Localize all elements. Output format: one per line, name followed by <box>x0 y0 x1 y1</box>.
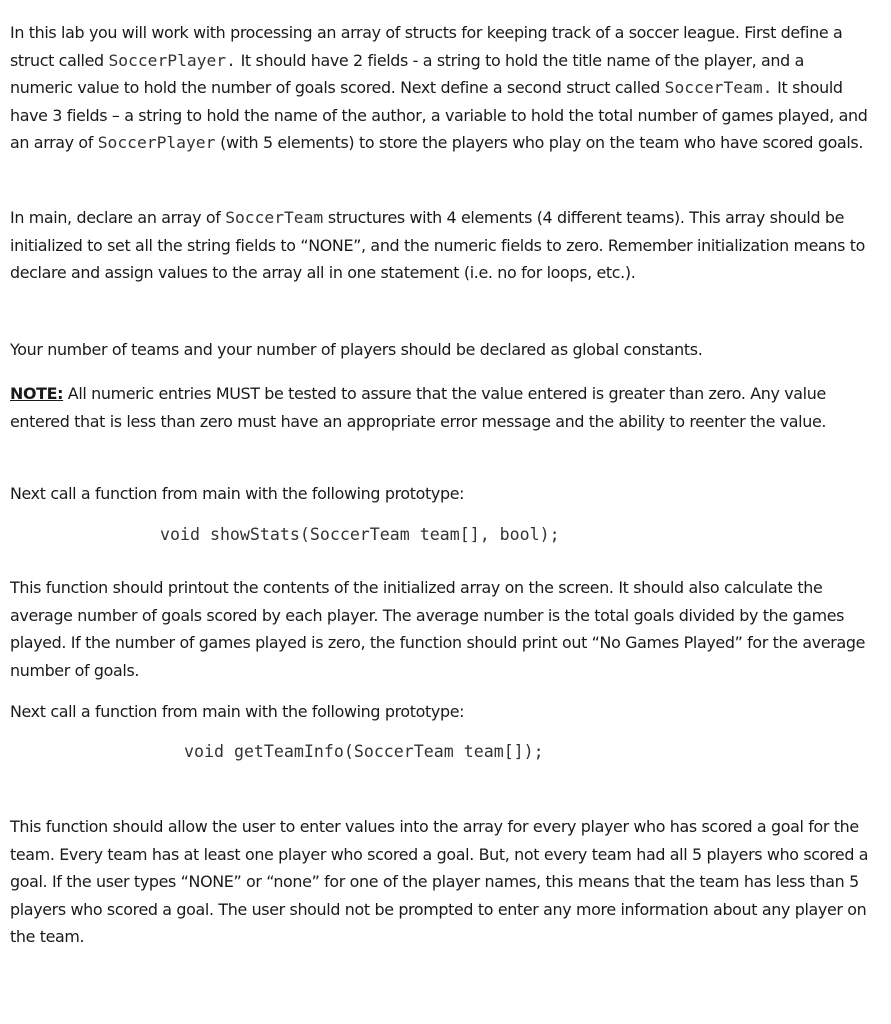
intro-text-3: It should have 3 fields – a string to hold the name of the author, a variable to hold the total number of games played, and an array of <box>10 78 868 152</box>
getteaminfo-prototype: void getTeamInfo(SoccerTeam team[]); <box>184 742 544 761</box>
main-paragraph <box>10 204 870 287</box>
constants-paragraph: Your number of teams and your number of players should be declared as global constants. <box>10 340 703 359</box>
note-text: All numeric entries MUST be tested to assure that the value entered is greater than zero. Any value entered that is less than zero must have an appropriate error message and the ability to reenter the value. <box>10 384 827 431</box>
intro-text-4: (with 5 elements) to store the players who play on the team who have scored goals. <box>215 133 864 152</box>
note-label: NOTE: <box>10 384 64 403</box>
main-text-2: structures with 4 elements (4 different teams). This array should be initialized to set all the string fields to “NONE”, and the numeric fields to zero. Remember initialization means to declare and assign values to the array all in one statement (i.e. no for loops, etc.). <box>10 208 866 282</box>
note-paragraph <box>10 380 870 435</box>
code-soccerplayer: SoccerPlayer. <box>108 50 236 70</box>
code-soccerteam-main: SoccerTeam <box>225 208 324 227</box>
intro-text-1: In this lab you will work with processing an array of structs for keeping track of a soccer league. First define a struct called <box>10 23 843 70</box>
main-text-1: In main, declare an array of <box>10 208 226 227</box>
intro-text-2: It should have 2 fields - a string to hold the title name of the player, and a numeric value to hold the number of goals scored. Next define a second struct called <box>10 50 804 97</box>
intro-paragraph <box>10 19 870 157</box>
showstats-description: This function should printout the contents of the initialized array on the screen. It should also calculate the average number of goals scored by each player. The average number is the total goals divided by the games played. If the number of games played is zero, the function should print out “No Games Played” for the average number of goals. <box>10 578 865 680</box>
getteaminfo-intro: Next call a function from main with the following prototype: <box>10 702 465 721</box>
code-soccerplayer-array: SoccerPlayer <box>97 133 216 152</box>
code-soccerteam: SoccerTeam. <box>664 78 773 97</box>
showstats-intro: Next call a function from main with the following prototype: <box>10 484 465 503</box>
getteaminfo-description: This function should allow the user to enter values into the array for every player who has scored a goal for the team. Every team has at least one player who scored a goal. But, not every team had all 5 players who scored a goal. If the user types “NONE” or “none” for one of the player names, this means that the team has less than 5 players who scored a goal. The user should not be prompted to enter any more information about any player on the team. <box>10 817 869 946</box>
showstats-prototype: void showStats(SoccerTeam team[], bool); <box>160 525 560 544</box>
